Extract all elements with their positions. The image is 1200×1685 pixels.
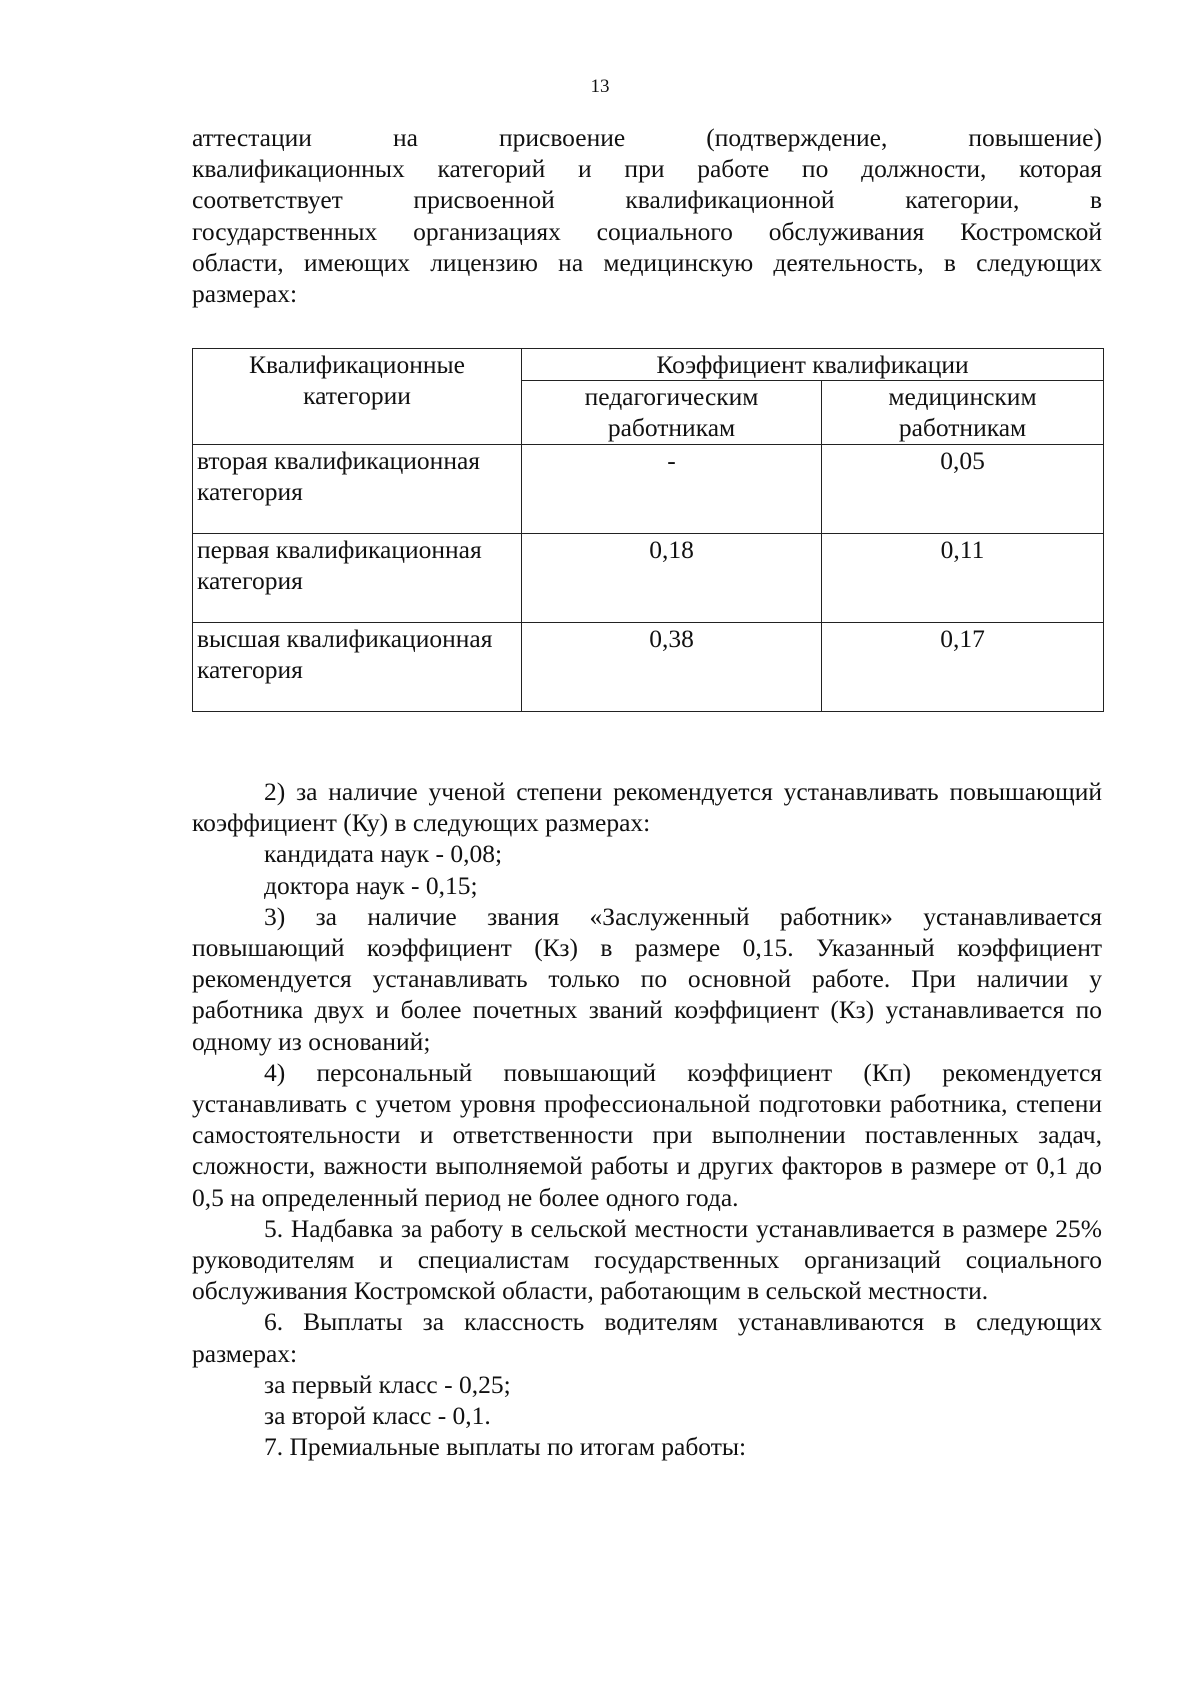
table-row bbox=[193, 444, 1104, 533]
header-categories: Квалификационные категории bbox=[193, 349, 522, 445]
medical-cell: 0,17 bbox=[822, 622, 1104, 711]
pedagogical-cell: - bbox=[522, 444, 822, 533]
paragraph-6-item: за первый класс - 0,25; bbox=[264, 1369, 511, 1399]
intro-line: области, имеющих лицензию на медицинскую деятельность, в следующих bbox=[192, 247, 1102, 277]
table-header-row bbox=[193, 349, 1104, 381]
intro-line: государственных организациях социального обслуживания Костромской bbox=[192, 216, 1102, 246]
paragraph-2-item: доктора наук - 0,15; bbox=[264, 870, 478, 900]
pedagogical-cell: 0,38 bbox=[522, 622, 822, 711]
intro-paragraph bbox=[192, 122, 1102, 309]
paragraph-2: 2) за наличие ученой степени рекомендуется устанавливать повышающий коэффициент (Ку) в следующих размерах: bbox=[192, 777, 1102, 838]
intro-line: квалификационных категорий и при работе по должности, которая bbox=[192, 154, 1102, 184]
table-row bbox=[193, 533, 1104, 622]
intro-line: аттестации на присвоение (подтверждение, повышение) bbox=[192, 123, 1102, 152]
category-cell: первая квалификационная категория bbox=[193, 533, 522, 622]
paragraph-5: 5. Надбавка за работу в сельской местности устанавливается в размере 25% руководителям и специалистам государственных организаций социального обслуживания Костромской области, работающим в сельской местности. bbox=[192, 1213, 1102, 1306]
header-pedagogical: педагогическим работникам bbox=[522, 381, 822, 444]
medical-cell: 0,11 bbox=[822, 533, 1104, 622]
medical-cell: 0,05 bbox=[822, 444, 1104, 533]
pedagogical-cell: 0,18 bbox=[522, 533, 822, 622]
paragraph-3: 3) за наличие звания «Заслуженный работник» устанавливается повышающий коэффициент (Кз) в размере 0,15. Указанный коэффициент рекомендуется устанавливать только по основной работе. При наличии у работника двух и более почетных званий коэффициент (Кз) устанавливается по одному из оснований; bbox=[192, 901, 1102, 1056]
intro-line: размерах: bbox=[192, 279, 298, 309]
paragraph-4: 4) персональный повышающий коэффициент (Кп) рекомендуется устанавливать с учетом уровня профессиональной подготовки работника, степени самостоятельности и ответственности при выполнении поставленных задач, сложности, важности выполняемой работы и других факторов в размере от 0,1 до 0,5 на определенный период не более одного года. bbox=[192, 1057, 1102, 1212]
category-cell: высшая квалификационная категория bbox=[193, 622, 522, 711]
body-text bbox=[192, 776, 1102, 1462]
table-row bbox=[193, 622, 1104, 711]
page-number: 13 bbox=[590, 76, 610, 97]
header-coefficient: Коэффициент квалификации bbox=[522, 349, 1104, 381]
qualification-table bbox=[192, 348, 1104, 712]
category-cell: вторая квалификационная категория bbox=[193, 444, 522, 533]
paragraph-7: 7. Премиальные выплаты по итогам работы: bbox=[264, 1432, 747, 1462]
intro-line: соответствует присвоенной квалификационной категории, в bbox=[192, 185, 1102, 215]
header-medical: медицинским работникам bbox=[822, 381, 1104, 444]
paragraph-6-item: за второй класс - 0,1. bbox=[264, 1401, 491, 1431]
paragraph-2-item: кандидата наук - 0,08; bbox=[264, 839, 503, 869]
paragraph-6: 6. Выплаты за классность водителям устанавливаются в следующих размерах: bbox=[192, 1307, 1102, 1368]
